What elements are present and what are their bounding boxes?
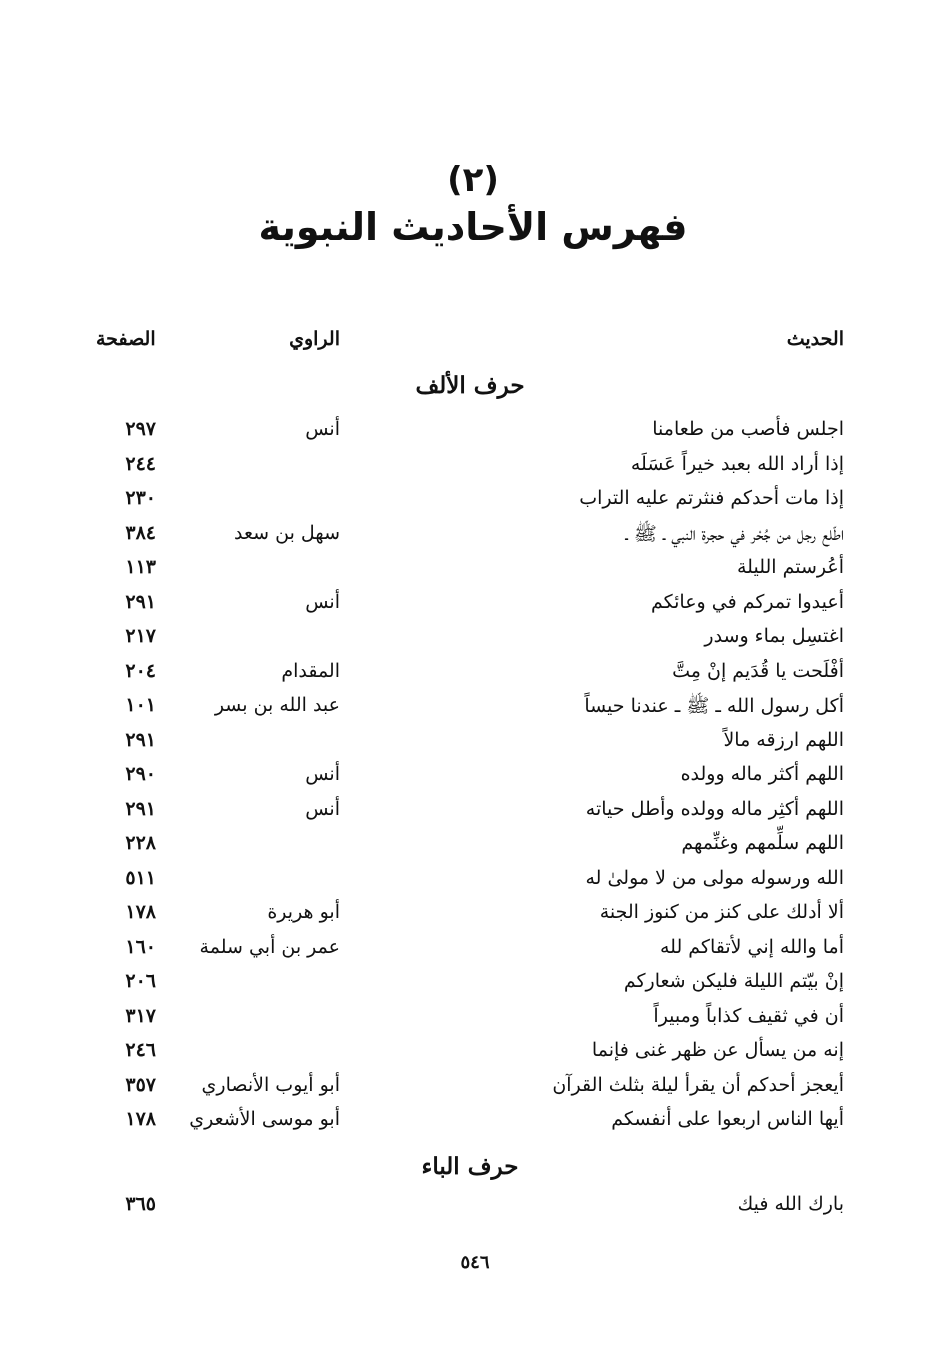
- narrator-name: أبو هريرة: [267, 901, 340, 923]
- table-row: [0, 901, 936, 935]
- page-number: ٢٩٧: [125, 418, 156, 440]
- table-row: [0, 522, 936, 556]
- page-number: ١١٣: [125, 556, 156, 578]
- page-number: ٢٩١: [125, 798, 156, 820]
- narrator-name: أنس: [305, 591, 340, 613]
- table-row: [0, 1108, 936, 1142]
- table-row: [0, 625, 936, 659]
- page-number: ٢٠٤: [125, 660, 156, 682]
- table-row: [0, 1039, 936, 1073]
- table-row: [0, 453, 936, 487]
- hadith-text: إذا مات أحدكم فنثرتم عليه التراب: [579, 487, 844, 509]
- table-row: [0, 694, 936, 728]
- page-number: ١٠١: [125, 694, 156, 716]
- page-number: ٢٣٠: [125, 487, 156, 509]
- hadith-text: اللهم أكثِر ماله وولده وأطل حياته: [585, 798, 844, 820]
- hadith-text: أما والله إني لأتقاكم لله: [659, 936, 844, 958]
- table-row: [0, 832, 936, 866]
- page-number: ٢٤٤: [125, 453, 156, 475]
- page-number: ١٦٠: [125, 936, 156, 958]
- hadith-text: اجلس فأصب من طعامنا: [652, 418, 844, 440]
- page-number: ٥١١: [125, 867, 156, 889]
- hadith-text: إذا أراد الله بعبد خيراً عَسَلَه: [630, 453, 844, 475]
- page-number: ٣٦٥: [125, 1193, 156, 1215]
- section-title-alif: حرف الألف: [415, 372, 525, 399]
- column-header-narrator: الراوي: [289, 328, 340, 350]
- narrator-name: أنس: [305, 763, 340, 785]
- table-row: [0, 867, 936, 901]
- hadith-text: أكل رسول الله ـ ﷺ ـ عندنا حيساً: [584, 695, 844, 717]
- hadith-text: الله ورسوله مولى من لا مولىٰ له: [585, 867, 844, 889]
- page-number: ٢٩٠: [125, 763, 156, 785]
- hadith-text: اللهم أكثر ماله وولده: [680, 763, 844, 785]
- hadith-text: إنْ بيّتم الليلة فليكن شعاركم: [623, 970, 844, 992]
- table-row: [0, 1074, 936, 1108]
- hadith-text: أعُرستم الليلة: [736, 556, 844, 578]
- hadith-text: اغتسِل بماء وسدر: [704, 625, 844, 647]
- index-number: (٢): [447, 160, 499, 200]
- hadith-text: اطّلع رجل من جُحْر في حجرة النبي ـ ﷺ ـ: [625, 523, 844, 545]
- hadith-text: أن في ثقيف كذاباً ومبيراً: [653, 1005, 844, 1027]
- narrator-name: أبو موسى الأشعري: [189, 1108, 340, 1130]
- narrator-name: أنس: [305, 798, 340, 820]
- table-row: [0, 418, 936, 452]
- page-number: ٣٨٤: [125, 522, 156, 544]
- page-number: ١٧٨: [125, 1108, 156, 1130]
- table-row: [0, 763, 936, 797]
- narrator-name: عمر بن أبي سلمة: [199, 936, 340, 958]
- hadith-text: أيعجز أحدكم أن يقرأ ليلة بثلث القرآن: [552, 1074, 844, 1096]
- table-row: [0, 936, 936, 970]
- page-number: ٢٠٦: [125, 970, 156, 992]
- page-number: ٢١٧: [125, 625, 156, 647]
- page-number: ٢٢٨: [125, 832, 156, 854]
- hadith-text: إنه من يسأل عن ظهر غنى فإنما: [591, 1039, 844, 1061]
- index-title: فهرس الأحاديث النبوية: [258, 205, 688, 249]
- table-row: [0, 556, 936, 590]
- table-row: [0, 798, 936, 832]
- page-number: ٣٥٧: [125, 1074, 156, 1096]
- table-row: [0, 1193, 936, 1227]
- narrator-name: المقدام: [281, 660, 340, 682]
- hadith-text: بارك الله فيك: [737, 1193, 844, 1215]
- narrator-name: أبو أيوب الأنصاري: [201, 1074, 340, 1096]
- hadith-text: ألا أدلك على كنز من كنوز الجنة: [599, 901, 844, 923]
- table-row: [0, 487, 936, 521]
- narrator-name: سهل بن سعد: [234, 522, 340, 544]
- column-header-hadith: الحديث: [786, 328, 844, 350]
- column-header-page: الصفحة: [96, 328, 156, 350]
- page-number: ٢٩١: [125, 729, 156, 751]
- section-title-ba: حرف الباء: [421, 1153, 519, 1180]
- page-number: ٢٩١: [125, 591, 156, 613]
- hadith-text: أيها الناس اربعوا على أنفسكم: [611, 1108, 844, 1130]
- table-row: [0, 660, 936, 694]
- page-number: ١٧٨: [125, 901, 156, 923]
- hadith-text: اللهم ارزقه مالاً: [723, 729, 844, 751]
- page-footer-number: ٥٤٦: [460, 1252, 490, 1273]
- table-row: [0, 729, 936, 763]
- page-number: ٢٤٦: [125, 1039, 156, 1061]
- page-number: ٣١٧: [125, 1005, 156, 1027]
- table-row: [0, 591, 936, 625]
- narrator-name: أنس: [305, 418, 340, 440]
- table-row: [0, 970, 936, 1004]
- table-row: [0, 1005, 936, 1039]
- hadith-text: أعيدوا تمركم في وعائكم: [651, 591, 844, 613]
- hadith-text: أفْلَحت يا قُدَيم إنْ مِتَّ: [672, 660, 844, 682]
- narrator-name: عبد الله بن بسر: [214, 694, 340, 716]
- hadith-text: اللهم سلِّمهم وغنِّمهم: [681, 832, 844, 854]
